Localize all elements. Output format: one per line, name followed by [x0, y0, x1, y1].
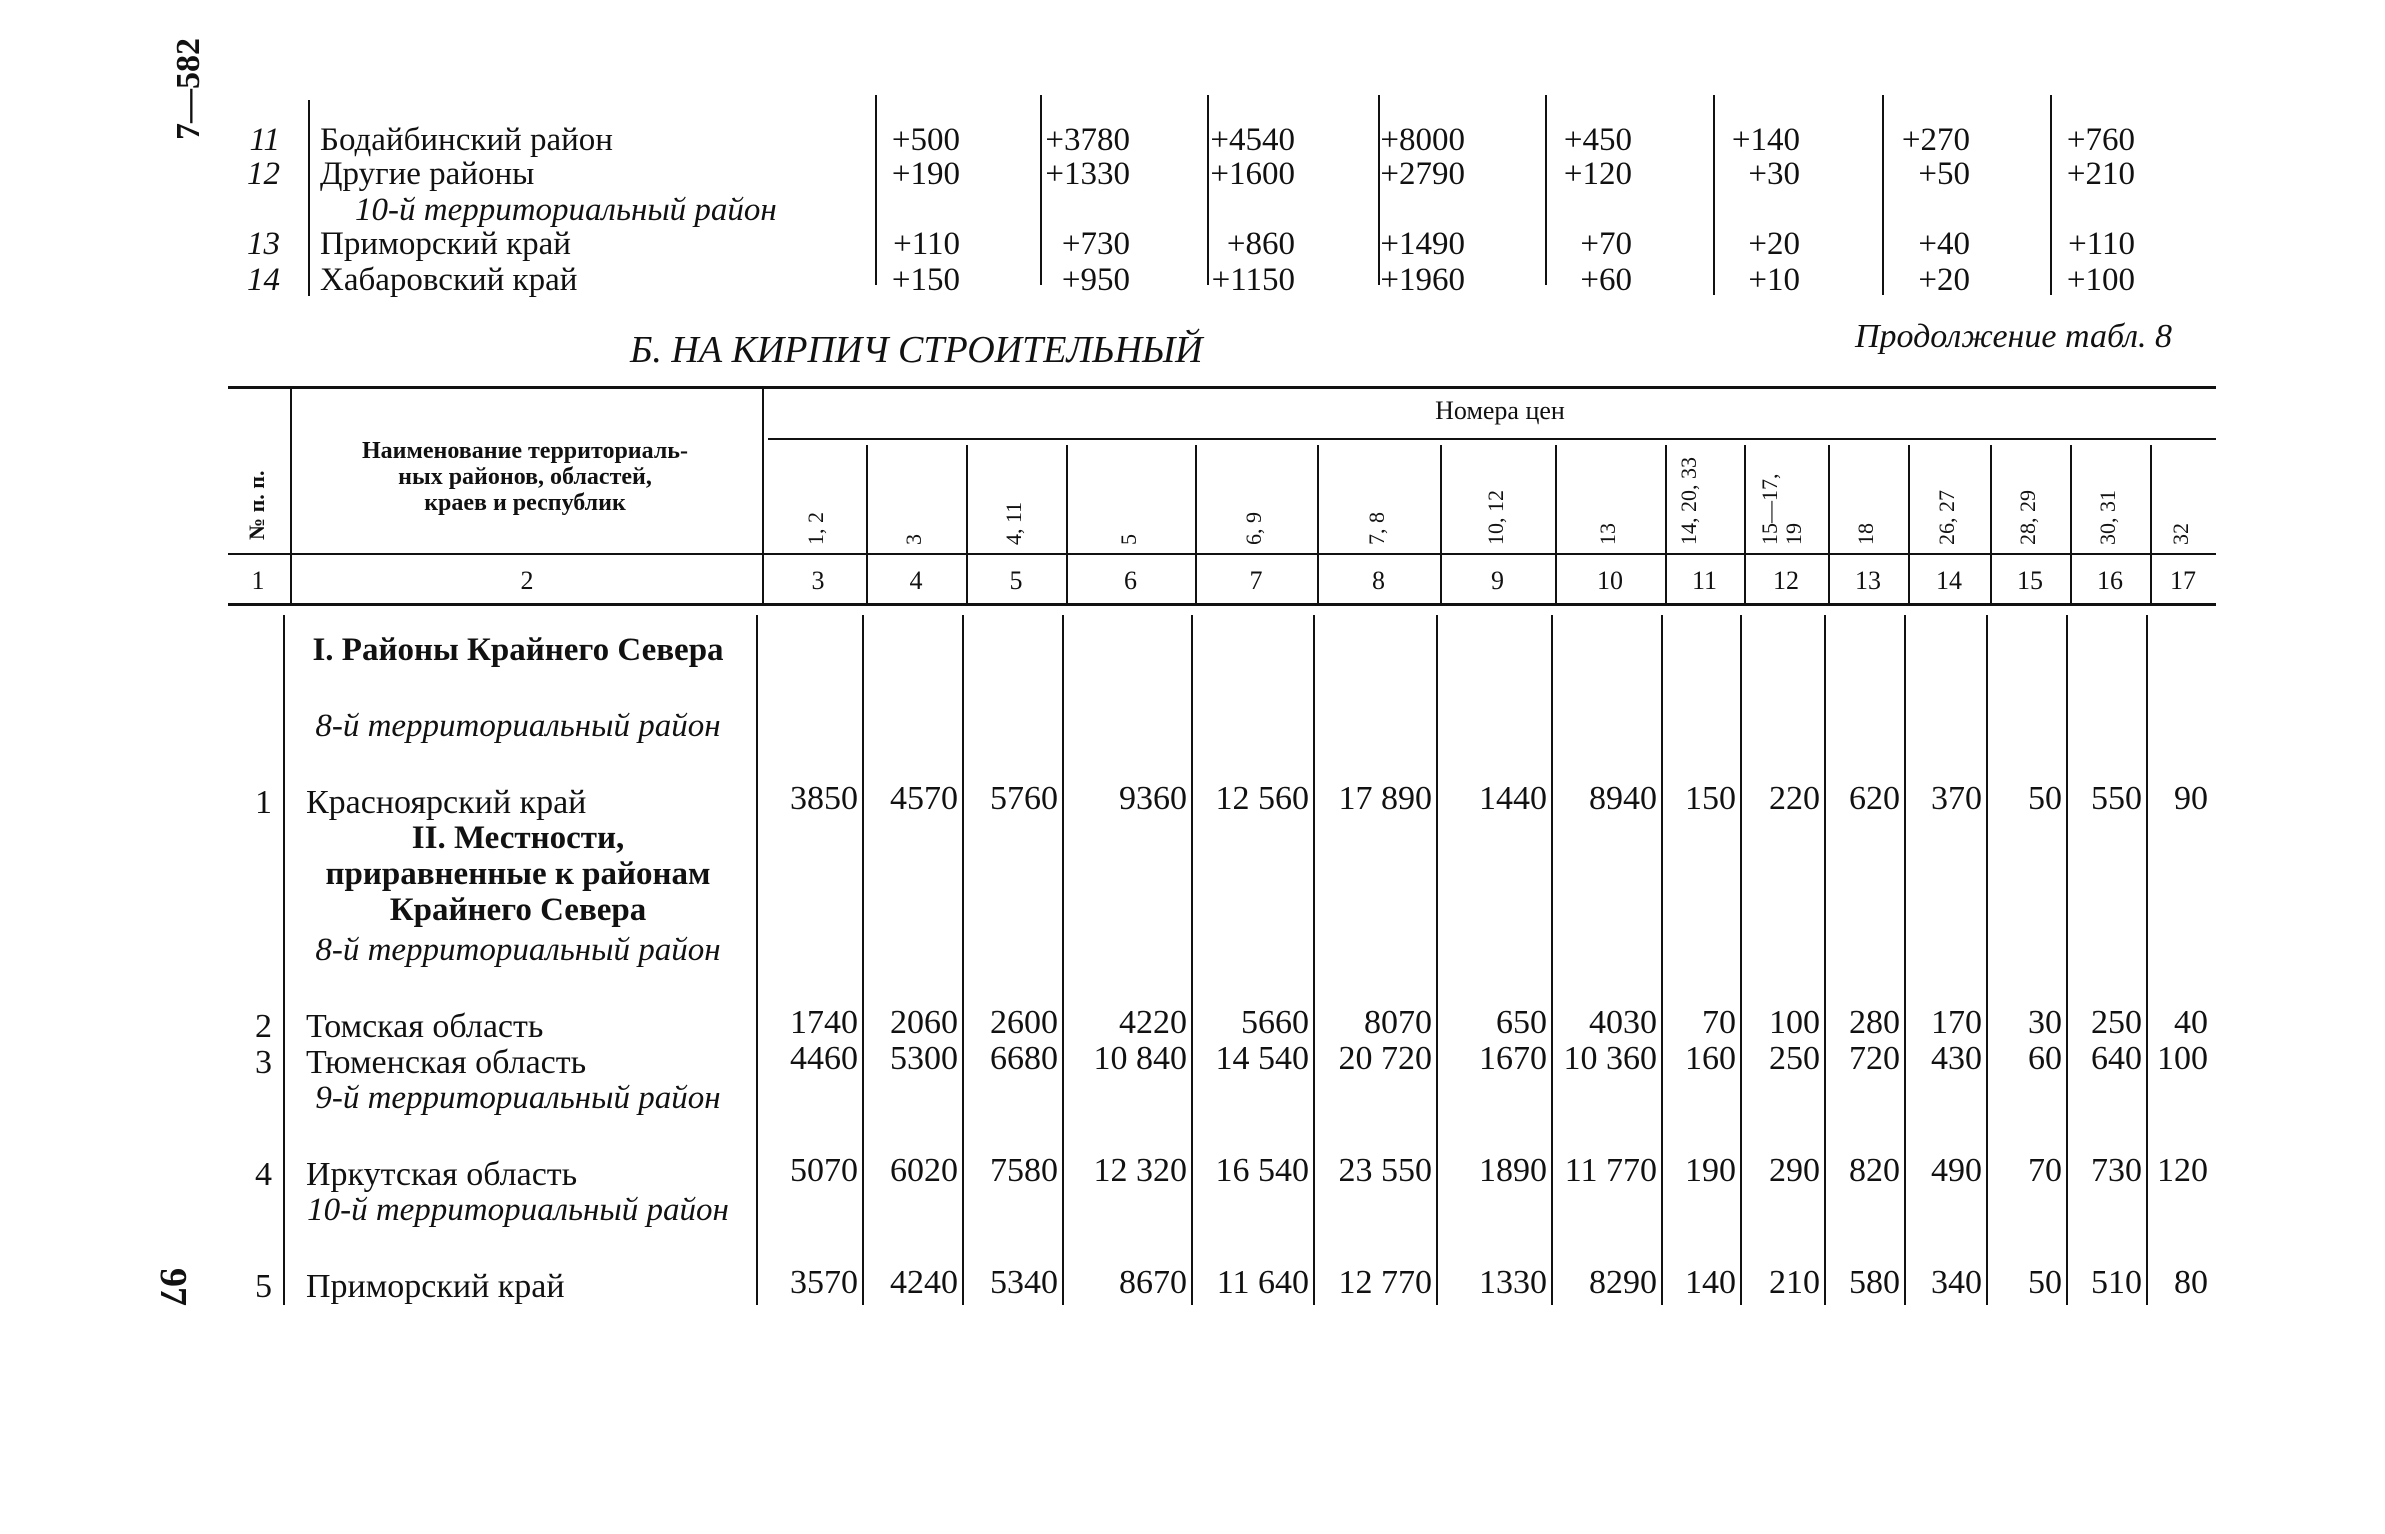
top-cell: +860	[1226, 226, 1295, 262]
table-cell: 8940	[1589, 780, 1657, 817]
top-cell: +110	[2068, 226, 2135, 262]
subsection-heading: 10-й территориальный район	[307, 1192, 729, 1228]
top-cell: +70	[1580, 226, 1632, 262]
top-cell: +190	[891, 156, 960, 192]
top-cell: +40	[1918, 226, 1970, 262]
table-cell: 340	[1931, 1264, 1982, 1301]
price-column-header: 32	[2168, 523, 2193, 545]
section-heading: II. Местности, приравненные к районам Крайнего Севера	[325, 820, 711, 928]
table-cell: 20 720	[1338, 1040, 1432, 1077]
column-number: 10	[1597, 566, 1623, 595]
table-cell: 70	[2028, 1152, 2062, 1189]
table-cell: 250	[1769, 1040, 1820, 1077]
section-title: Б. НА КИРПИЧ СТРОИТЕЛЬНЫЙ	[630, 329, 1203, 371]
table-cell: 60	[2028, 1040, 2062, 1077]
table-cell: 210	[1769, 1264, 1820, 1301]
column-number: 5	[1009, 566, 1023, 595]
top-row-num: 12	[247, 156, 280, 192]
table-cell: 17 890	[1338, 780, 1432, 817]
colnum-separator	[1908, 555, 1910, 603]
table-cell: 1330	[1479, 1264, 1547, 1301]
colnum-separator	[2150, 555, 2152, 603]
top-cell: +110	[893, 226, 960, 262]
table-cell: 12 560	[1215, 780, 1309, 817]
header-col-separator	[1828, 445, 1830, 553]
table-cell: 170	[1931, 1004, 1982, 1041]
table-cell: 6680	[990, 1040, 1058, 1077]
subsection-heading: 8-й территориальный район	[315, 708, 721, 744]
table-cell: 50	[2028, 1264, 2062, 1301]
table-cell: 510	[2091, 1264, 2142, 1301]
table-cell: 14 540	[1215, 1040, 1309, 1077]
top-separator	[308, 100, 310, 296]
table-cell: 2600	[990, 1004, 1058, 1041]
price-column-header: 13	[1595, 523, 1620, 545]
table-cell: 640	[2091, 1040, 2142, 1077]
colnum-separator	[1665, 555, 1667, 603]
column-number: 15	[2017, 566, 2043, 595]
row-name: Томская область	[306, 1008, 544, 1045]
table-cell: 2060	[890, 1004, 958, 1041]
row-number: 4	[255, 1156, 272, 1193]
table-cell: 6020	[890, 1152, 958, 1189]
table-cell: 120	[2157, 1152, 2208, 1189]
table-cell: 8070	[1364, 1004, 1432, 1041]
table-cell: 280	[1849, 1004, 1900, 1041]
header-col-separator	[1440, 445, 1442, 553]
table-cell: 16 540	[1215, 1152, 1309, 1189]
header-col-separator	[1665, 445, 1667, 553]
column-number: 3	[811, 566, 825, 595]
row-name: Тюменская область	[306, 1044, 587, 1081]
price-column-header: 28, 29	[2015, 490, 2040, 545]
table-cell: 140	[1685, 1264, 1736, 1301]
column-number: 16	[2097, 566, 2123, 595]
top-cell: +450	[1563, 122, 1632, 158]
header-col-separator	[1066, 445, 1068, 553]
table-cell: 1670	[1479, 1040, 1547, 1077]
row-name: Иркутская область	[306, 1156, 578, 1193]
header-prices: Номера цен	[1435, 396, 1565, 425]
column-number: 9	[1491, 566, 1504, 595]
top-cell: +2790	[1380, 156, 1465, 192]
table-cell: 10 840	[1093, 1040, 1187, 1077]
table-cell: 820	[1849, 1152, 1900, 1189]
top-cell: +50	[1918, 156, 1970, 192]
header-col-separator	[966, 445, 968, 553]
column-number: 14	[1936, 566, 1962, 595]
table-cell: 4220	[1119, 1004, 1187, 1041]
top-cell: +1490	[1380, 226, 1465, 262]
table-cell: 4030	[1589, 1004, 1657, 1041]
table-cell: 620	[1849, 780, 1900, 817]
row-number: 1	[255, 784, 272, 821]
table-cell: 190	[1685, 1152, 1736, 1189]
top-cell: +100	[2066, 262, 2135, 298]
colnum-separator	[1990, 555, 1992, 603]
column-number: 13	[1855, 566, 1881, 595]
table-cell: 1740	[790, 1004, 858, 1041]
top-cell: +1150	[1211, 262, 1295, 298]
colnum-separator	[1440, 555, 1442, 603]
price-column-header: 7, 8	[1363, 512, 1389, 545]
price-column-header: 4, 11	[1001, 501, 1026, 545]
column-number: 11	[1691, 566, 1718, 595]
body-col-separator	[1740, 615, 1742, 1305]
table-cell: 650	[1496, 1004, 1547, 1041]
column-number: 4	[909, 566, 923, 595]
top-cell: +1330	[1045, 156, 1130, 192]
top-row-name: Приморский край	[320, 226, 571, 262]
top-cell: +140	[1731, 122, 1800, 158]
subsection-heading: 9-й территориальный район	[315, 1080, 721, 1116]
table-cell: 580	[1849, 1264, 1900, 1301]
top-subheading: 10-й территориальный район	[355, 192, 777, 228]
table-cell: 70	[1702, 1004, 1736, 1041]
body-col-separator	[1986, 615, 1988, 1305]
colnum-separator	[1555, 555, 1557, 603]
table-cell: 1440	[1479, 780, 1547, 817]
table-cell: 12 320	[1093, 1152, 1187, 1189]
table-cell: 9360	[1119, 780, 1187, 817]
subsection-heading: 8-й территориальный район	[315, 932, 721, 968]
table-cell: 7580	[990, 1152, 1058, 1189]
body-col-separator	[962, 615, 964, 1305]
section-heading: I. Районы Крайнего Севера	[312, 632, 724, 668]
top-cell: +210	[2066, 156, 2135, 192]
top-row-name: Бодайбинский район	[320, 122, 613, 158]
top-cell: +20	[1748, 226, 1800, 262]
top-cell: +30	[1748, 156, 1800, 192]
table-cell: 100	[2157, 1040, 2208, 1077]
table-cell: 160	[1685, 1040, 1736, 1077]
table-cell: 550	[2091, 780, 2142, 817]
top-cell: +120	[1563, 156, 1632, 192]
price-column-header: 26, 27	[1934, 490, 1959, 545]
top-row-num: 13	[247, 226, 280, 262]
top-cell: +8000	[1380, 122, 1465, 158]
row-number: 2	[255, 1008, 272, 1045]
table-cell: 40	[2174, 1004, 2208, 1041]
price-column-header: 30, 31	[2095, 490, 2120, 545]
top-cell: +730	[1061, 226, 1130, 262]
table-cell: 23 550	[1338, 1152, 1432, 1189]
colnum-separator	[1066, 555, 1068, 603]
price-column-header: 5	[1115, 534, 1141, 545]
top-cell: +1960	[1380, 262, 1465, 298]
top-row-num: 14	[247, 262, 280, 298]
header-num: № п. п.	[244, 470, 269, 540]
side-code: 7—582	[170, 38, 207, 140]
colnum-separator	[2070, 555, 2072, 603]
table-cell: 3850	[790, 780, 858, 817]
table-cell: 8290	[1589, 1264, 1657, 1301]
top-row-num: 11	[249, 122, 280, 158]
continuation-label: Продолжение табл. 8	[1855, 318, 2173, 355]
header-col-separator	[866, 445, 868, 553]
price-column-header: 15—17, 19	[1757, 473, 1806, 545]
column-number: 2	[520, 566, 534, 595]
header-col-separator	[1195, 445, 1197, 553]
header-col-separator	[1990, 445, 1992, 553]
price-column-header: 1, 2	[803, 512, 828, 545]
body-col-separator	[2146, 615, 2148, 1305]
table-cell: 100	[1769, 1004, 1820, 1041]
table-cell: 10 360	[1563, 1040, 1657, 1077]
table-cell: 1890	[1479, 1152, 1547, 1189]
top-cell: +760	[2066, 122, 2135, 158]
header-col-separator	[1744, 445, 1746, 553]
colnum-separator	[1195, 555, 1197, 603]
header-col-separator	[2070, 445, 2072, 553]
header-col-separator	[1317, 445, 1319, 553]
row-number: 5	[255, 1268, 272, 1305]
row-name: Красноярский край	[306, 784, 587, 821]
table-cell: 490	[1931, 1152, 1982, 1189]
table-cell: 50	[2028, 780, 2062, 817]
table-cell: 5070	[790, 1152, 858, 1189]
table-cell: 11 770	[1564, 1152, 1657, 1189]
table-cell: 370	[1931, 780, 1982, 817]
table-cell: 4240	[890, 1264, 958, 1301]
top-cell: +270	[1901, 122, 1970, 158]
table-cell: 5300	[890, 1040, 958, 1077]
top-cell: +4540	[1210, 122, 1295, 158]
body-col-separator	[862, 615, 864, 1305]
body-col-separator	[2066, 615, 2068, 1305]
top-cell: +150	[891, 262, 960, 298]
table-cell: 4570	[890, 780, 958, 817]
body-col-separator	[1191, 615, 1193, 1305]
table-cell: 80	[2174, 1264, 2208, 1301]
table-cell: 720	[1849, 1040, 1900, 1077]
table-cell: 90	[2174, 780, 2208, 817]
colnum-separator	[1828, 555, 1830, 603]
header-col-separator	[1908, 445, 1910, 553]
column-number: 1	[251, 566, 265, 595]
table-cell: 730	[2091, 1152, 2142, 1189]
body-col-separator	[1062, 615, 1064, 1305]
body-col-separator	[1551, 615, 1553, 1305]
body-col-separator	[1661, 615, 1663, 1305]
column-number: 12	[1773, 566, 1799, 595]
body-col-separator	[1824, 615, 1826, 1305]
body-col-separator	[1313, 615, 1315, 1305]
table-cell: 12 770	[1338, 1264, 1432, 1301]
row-name: Приморский край	[306, 1268, 565, 1305]
colnum-separator	[1317, 555, 1319, 603]
table-cell: 430	[1931, 1040, 1982, 1077]
price-column-header: 3	[901, 534, 926, 545]
colnum-separator	[966, 555, 968, 603]
header-col-separator	[1555, 445, 1557, 553]
header-name: Наименование территориаль- ных районов, областей, краев и республик	[362, 438, 688, 516]
table-cell: 11 640	[1216, 1264, 1309, 1301]
top-cell: +60	[1580, 262, 1632, 298]
price-column-header: 6, 9	[1241, 512, 1266, 545]
table-cell: 30	[2028, 1004, 2062, 1041]
table-cell: 250	[2091, 1004, 2142, 1041]
table-cell: 5760	[990, 780, 1058, 817]
colnum-separator	[1744, 555, 1746, 603]
top-cell: +950	[1061, 262, 1130, 298]
body-col-separator	[1436, 615, 1438, 1305]
colnum-separator	[866, 555, 868, 603]
header-col-separator	[2150, 445, 2152, 553]
price-column-header: 10, 12	[1482, 490, 1508, 545]
body-col-separator	[1904, 615, 1906, 1305]
table-cell: 4460	[790, 1040, 858, 1077]
table-cell: 8670	[1119, 1264, 1187, 1301]
column-number: 8	[1372, 566, 1385, 595]
row-number: 3	[255, 1044, 272, 1081]
table-cell: 220	[1769, 780, 1820, 817]
table-cell: 3570	[790, 1264, 858, 1301]
column-number: 17	[2170, 566, 2196, 595]
top-cell: +1600	[1210, 156, 1295, 192]
table-cell: 5660	[1241, 1004, 1309, 1041]
page-number: 97	[152, 1268, 194, 1306]
top-row-name: Другие районы	[320, 156, 535, 192]
price-column-header: 14, 20, 33	[1675, 457, 1701, 545]
top-cell: +20	[1918, 262, 1970, 298]
column-number: 6	[1124, 566, 1137, 595]
top-cell: +3780	[1045, 122, 1130, 158]
column-number: 7	[1249, 566, 1263, 595]
top-cell: +10	[1748, 262, 1800, 298]
top-row-name: Хабаровский край	[320, 262, 578, 298]
table-cell: 5340	[990, 1264, 1058, 1301]
table-cell: 290	[1769, 1152, 1820, 1189]
table-cell: 150	[1685, 780, 1736, 817]
price-column-header: 18	[1853, 523, 1878, 545]
top-cell: +500	[891, 122, 960, 158]
